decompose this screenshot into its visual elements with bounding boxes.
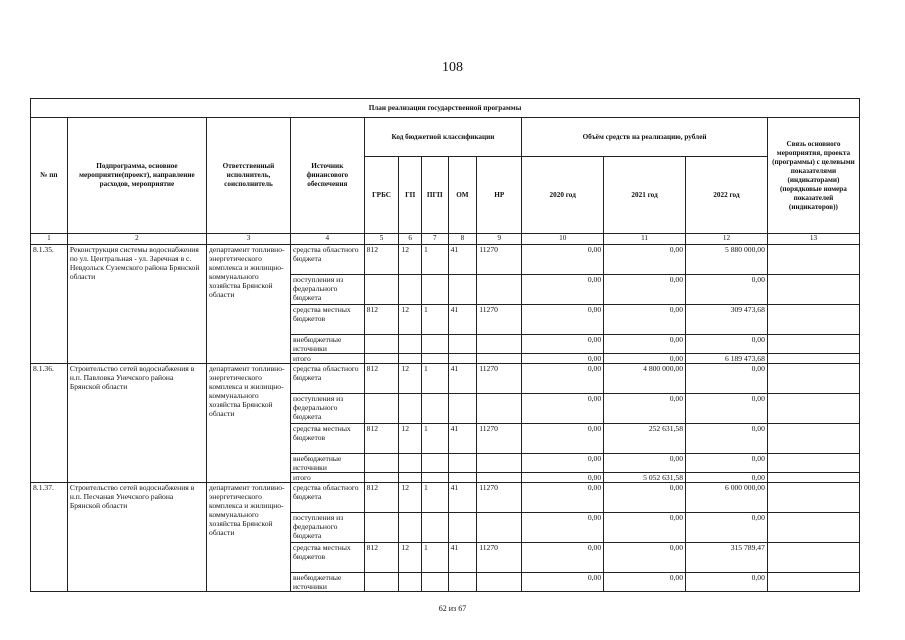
code-pgp: 1: [421, 424, 448, 454]
table-row: [31, 364, 860, 394]
header-om: ОМ: [448, 157, 477, 234]
code-nr: [477, 335, 522, 354]
total-2020: 0,00: [522, 473, 604, 483]
amount-2021: 0,00: [604, 245, 686, 275]
total-label: итого: [290, 354, 364, 364]
total-code-empty: [364, 473, 399, 483]
code-gp: [399, 573, 422, 592]
code-nr: [477, 573, 522, 592]
amount-2020: 0,00: [522, 245, 604, 275]
code-pgp: 1: [421, 543, 448, 573]
column-number: 6: [399, 234, 422, 245]
table-row: [31, 245, 860, 275]
header-2020: 2020 год: [522, 157, 604, 234]
indicator-link: [767, 483, 859, 513]
amount-2020: 0,00: [522, 364, 604, 394]
total-label: итого: [290, 473, 364, 483]
responsible-executor: департамент топливно-энергетического комплекса и жилищно-коммунального хозяйства Брянской области: [207, 245, 291, 364]
code-nr: 11270: [477, 483, 522, 513]
column-number: 8: [448, 234, 477, 245]
total-code-empty: [364, 354, 399, 364]
code-grbs: [364, 573, 399, 592]
column-number: 10: [522, 234, 604, 245]
column-number: 13: [767, 234, 859, 245]
header-nr: НР: [477, 157, 522, 234]
amount-2022: 315 789,47: [686, 543, 768, 573]
header-gp: ГП: [399, 157, 422, 234]
amount-2020: 0,00: [522, 454, 604, 473]
measure-number: 8.1.36.: [31, 364, 68, 483]
code-nr: 11270: [477, 364, 522, 394]
amount-2022: 309 473,68: [686, 305, 768, 335]
code-pgp: 1: [421, 245, 448, 275]
code-pgp: [421, 573, 448, 592]
indicator-link: [767, 454, 859, 473]
indicator-link: [767, 335, 859, 354]
code-gp: 12: [399, 305, 422, 335]
code-om: 41: [448, 424, 477, 454]
measure-name: Строительство сетей водоснабжения в н.п. Павловка Унечского района Брянской области: [67, 364, 206, 483]
column-numbers-row: [31, 234, 860, 245]
table-title: План реализации государственной программы: [31, 99, 860, 118]
total-2022: 0,00: [686, 473, 768, 483]
amount-2022: 0,00: [686, 513, 768, 543]
code-gp: [399, 513, 422, 543]
total-code-empty: [477, 354, 522, 364]
column-number: 5: [364, 234, 399, 245]
amount-2020: 0,00: [522, 543, 604, 573]
amount-2021: 4 800 000,00: [604, 364, 686, 394]
total-code-empty: [399, 354, 422, 364]
funding-source: средства областного бюджета: [290, 483, 364, 513]
funding-source: средства местных бюджетов: [290, 305, 364, 335]
indicator-link: [767, 354, 859, 364]
indicator-link: [767, 305, 859, 335]
header-2022: 2022 год: [686, 157, 768, 234]
amount-2022: 6 000 000,00: [686, 483, 768, 513]
code-nr: 11270: [477, 305, 522, 335]
funding-source: средства местных бюджетов: [290, 543, 364, 573]
table-body: [31, 245, 860, 592]
code-gp: [399, 275, 422, 305]
column-number: 12: [686, 234, 768, 245]
indicator-link: [767, 275, 859, 305]
header-link: Связь основного мероприятия, проекта (программы) с целевыми показателями (индикаторами) (порядковые номера показателей (индикаторов)): [767, 118, 859, 234]
total-code-empty: [421, 354, 448, 364]
measure-name: Строительство сетей водоснабжения в н.п. Песчаная Унечского района Брянской области: [67, 483, 206, 592]
indicator-link: [767, 424, 859, 454]
indicator-link: [767, 543, 859, 573]
amount-2021: 0,00: [604, 454, 686, 473]
amount-2020: 0,00: [522, 513, 604, 543]
indicator-link: [767, 364, 859, 394]
code-grbs: [364, 275, 399, 305]
header-2021: 2021 год: [604, 157, 686, 234]
header-budget-code: Код бюджетной классификации: [364, 118, 522, 157]
amount-2020: 0,00: [522, 335, 604, 354]
indicator-link: [767, 573, 859, 592]
column-number: 3: [207, 234, 291, 245]
funding-source: поступления из федерального бюджета: [290, 394, 364, 424]
amount-2021: 0,00: [604, 394, 686, 424]
amount-2022: 0,00: [686, 424, 768, 454]
table-row: [31, 483, 860, 513]
funding-source: средства областного бюджета: [290, 364, 364, 394]
code-pgp: [421, 513, 448, 543]
amount-2022: 0,00: [686, 335, 768, 354]
column-number: 9: [477, 234, 522, 245]
total-code-empty: [399, 473, 422, 483]
code-grbs: 812: [364, 483, 399, 513]
amount-2020: 0,00: [522, 483, 604, 513]
code-pgp: 1: [421, 305, 448, 335]
code-gp: [399, 454, 422, 473]
total-code-empty: [448, 354, 477, 364]
code-gp: [399, 335, 422, 354]
code-grbs: 812: [364, 305, 399, 335]
amount-2021: 0,00: [604, 543, 686, 573]
amount-2021: 0,00: [604, 483, 686, 513]
funding-source: средства местных бюджетов: [290, 424, 364, 454]
amount-2021: 0,00: [604, 275, 686, 305]
funding-source: внебюджетные источники: [290, 454, 364, 473]
code-pgp: 1: [421, 364, 448, 394]
measure-number: 8.1.35.: [31, 245, 68, 364]
column-number: 11: [604, 234, 686, 245]
code-nr: 11270: [477, 245, 522, 275]
code-pgp: [421, 275, 448, 305]
code-om: [448, 275, 477, 305]
code-grbs: 812: [364, 424, 399, 454]
code-pgp: 1: [421, 483, 448, 513]
code-gp: 12: [399, 364, 422, 394]
code-gp: [399, 394, 422, 424]
funding-source: внебюджетные источники: [290, 573, 364, 592]
code-gp: 12: [399, 483, 422, 513]
code-om: 41: [448, 245, 477, 275]
header-source: Источник финансового обеспечения: [290, 118, 364, 234]
header-pgp: ПГП: [421, 157, 448, 234]
column-number: 1: [31, 234, 68, 245]
funding-source: средства областного бюджета: [290, 245, 364, 275]
header-responsible: Ответственный исполнитель, соисполнитель: [207, 118, 291, 234]
code-grbs: [364, 513, 399, 543]
header-subprogram: Подпрограмма, основное мероприятие(проект), направление расходов, мероприятие: [67, 118, 206, 234]
measure-number: 8.1.37.: [31, 483, 68, 592]
code-grbs: 812: [364, 364, 399, 394]
amount-2022: 0,00: [686, 364, 768, 394]
code-nr: [477, 513, 522, 543]
page-footer: 62 из 67: [438, 604, 467, 613]
code-om: 41: [448, 305, 477, 335]
amount-2022: 5 880 000,00: [686, 245, 768, 275]
indicator-link: [767, 473, 859, 483]
amount-2022: 0,00: [686, 573, 768, 592]
total-code-empty: [448, 473, 477, 483]
amount-2022: 0,00: [686, 275, 768, 305]
code-nr: 11270: [477, 543, 522, 573]
code-pgp: [421, 454, 448, 473]
column-number: 2: [67, 234, 206, 245]
program-plan-table: [30, 98, 860, 592]
amount-2022: 0,00: [686, 394, 768, 424]
indicator-link: [767, 245, 859, 275]
code-om: 41: [448, 483, 477, 513]
responsible-executor: департамент топливно-энергетического комплекса и жилищно-коммунального хозяйства Брянской области: [207, 483, 291, 592]
code-om: [448, 394, 477, 424]
header-grbs: ГРБС: [364, 157, 399, 234]
code-grbs: 812: [364, 543, 399, 573]
column-number: 4: [290, 234, 364, 245]
measure-name: Реконструкция системы водоснабжения по ул. Центральная - ул. Заречная в с. Невдольск Суземского района Брянской области: [67, 245, 206, 364]
code-nr: [477, 454, 522, 473]
amount-2021: 252 631,58: [604, 424, 686, 454]
indicator-link: [767, 394, 859, 424]
code-pgp: [421, 335, 448, 354]
column-number: 7: [421, 234, 448, 245]
code-nr: [477, 275, 522, 305]
code-om: [448, 454, 477, 473]
total-2021: 5 052 631,58: [604, 473, 686, 483]
page-number: 108: [442, 60, 463, 75]
header-num: № пп: [31, 118, 68, 234]
amount-2021: 0,00: [604, 335, 686, 354]
code-grbs: [364, 394, 399, 424]
amount-2020: 0,00: [522, 573, 604, 592]
amount-2020: 0,00: [522, 424, 604, 454]
amount-2020: 0,00: [522, 275, 604, 305]
code-pgp: [421, 394, 448, 424]
funding-source: поступления из федерального бюджета: [290, 275, 364, 305]
total-code-empty: [421, 473, 448, 483]
code-gp: 12: [399, 245, 422, 275]
total-2021: 0,00: [604, 354, 686, 364]
amount-2022: 0,00: [686, 454, 768, 473]
amount-2021: 0,00: [604, 305, 686, 335]
code-gp: 12: [399, 424, 422, 454]
code-om: [448, 335, 477, 354]
amount-2021: 0,00: [604, 573, 686, 592]
code-grbs: [364, 454, 399, 473]
amount-2021: 0,00: [604, 513, 686, 543]
code-om: [448, 573, 477, 592]
total-2020: 0,00: [522, 354, 604, 364]
total-code-empty: [477, 473, 522, 483]
code-gp: 12: [399, 543, 422, 573]
funding-source: внебюджетные источники: [290, 335, 364, 354]
header-volume: Объём средств на реализацию, рублей: [522, 118, 768, 157]
amount-2020: 0,00: [522, 305, 604, 335]
code-grbs: 812: [364, 245, 399, 275]
indicator-link: [767, 513, 859, 543]
code-nr: 11270: [477, 424, 522, 454]
code-grbs: [364, 335, 399, 354]
total-2022: 6 189 473,68: [686, 354, 768, 364]
amount-2020: 0,00: [522, 394, 604, 424]
funding-source: поступления из федерального бюджета: [290, 513, 364, 543]
code-nr: [477, 394, 522, 424]
responsible-executor: департамент топливно-энергетического комплекса и жилищно-коммунального хозяйства Брянской области: [207, 364, 291, 483]
code-om: 41: [448, 364, 477, 394]
code-om: 41: [448, 543, 477, 573]
code-om: [448, 513, 477, 543]
